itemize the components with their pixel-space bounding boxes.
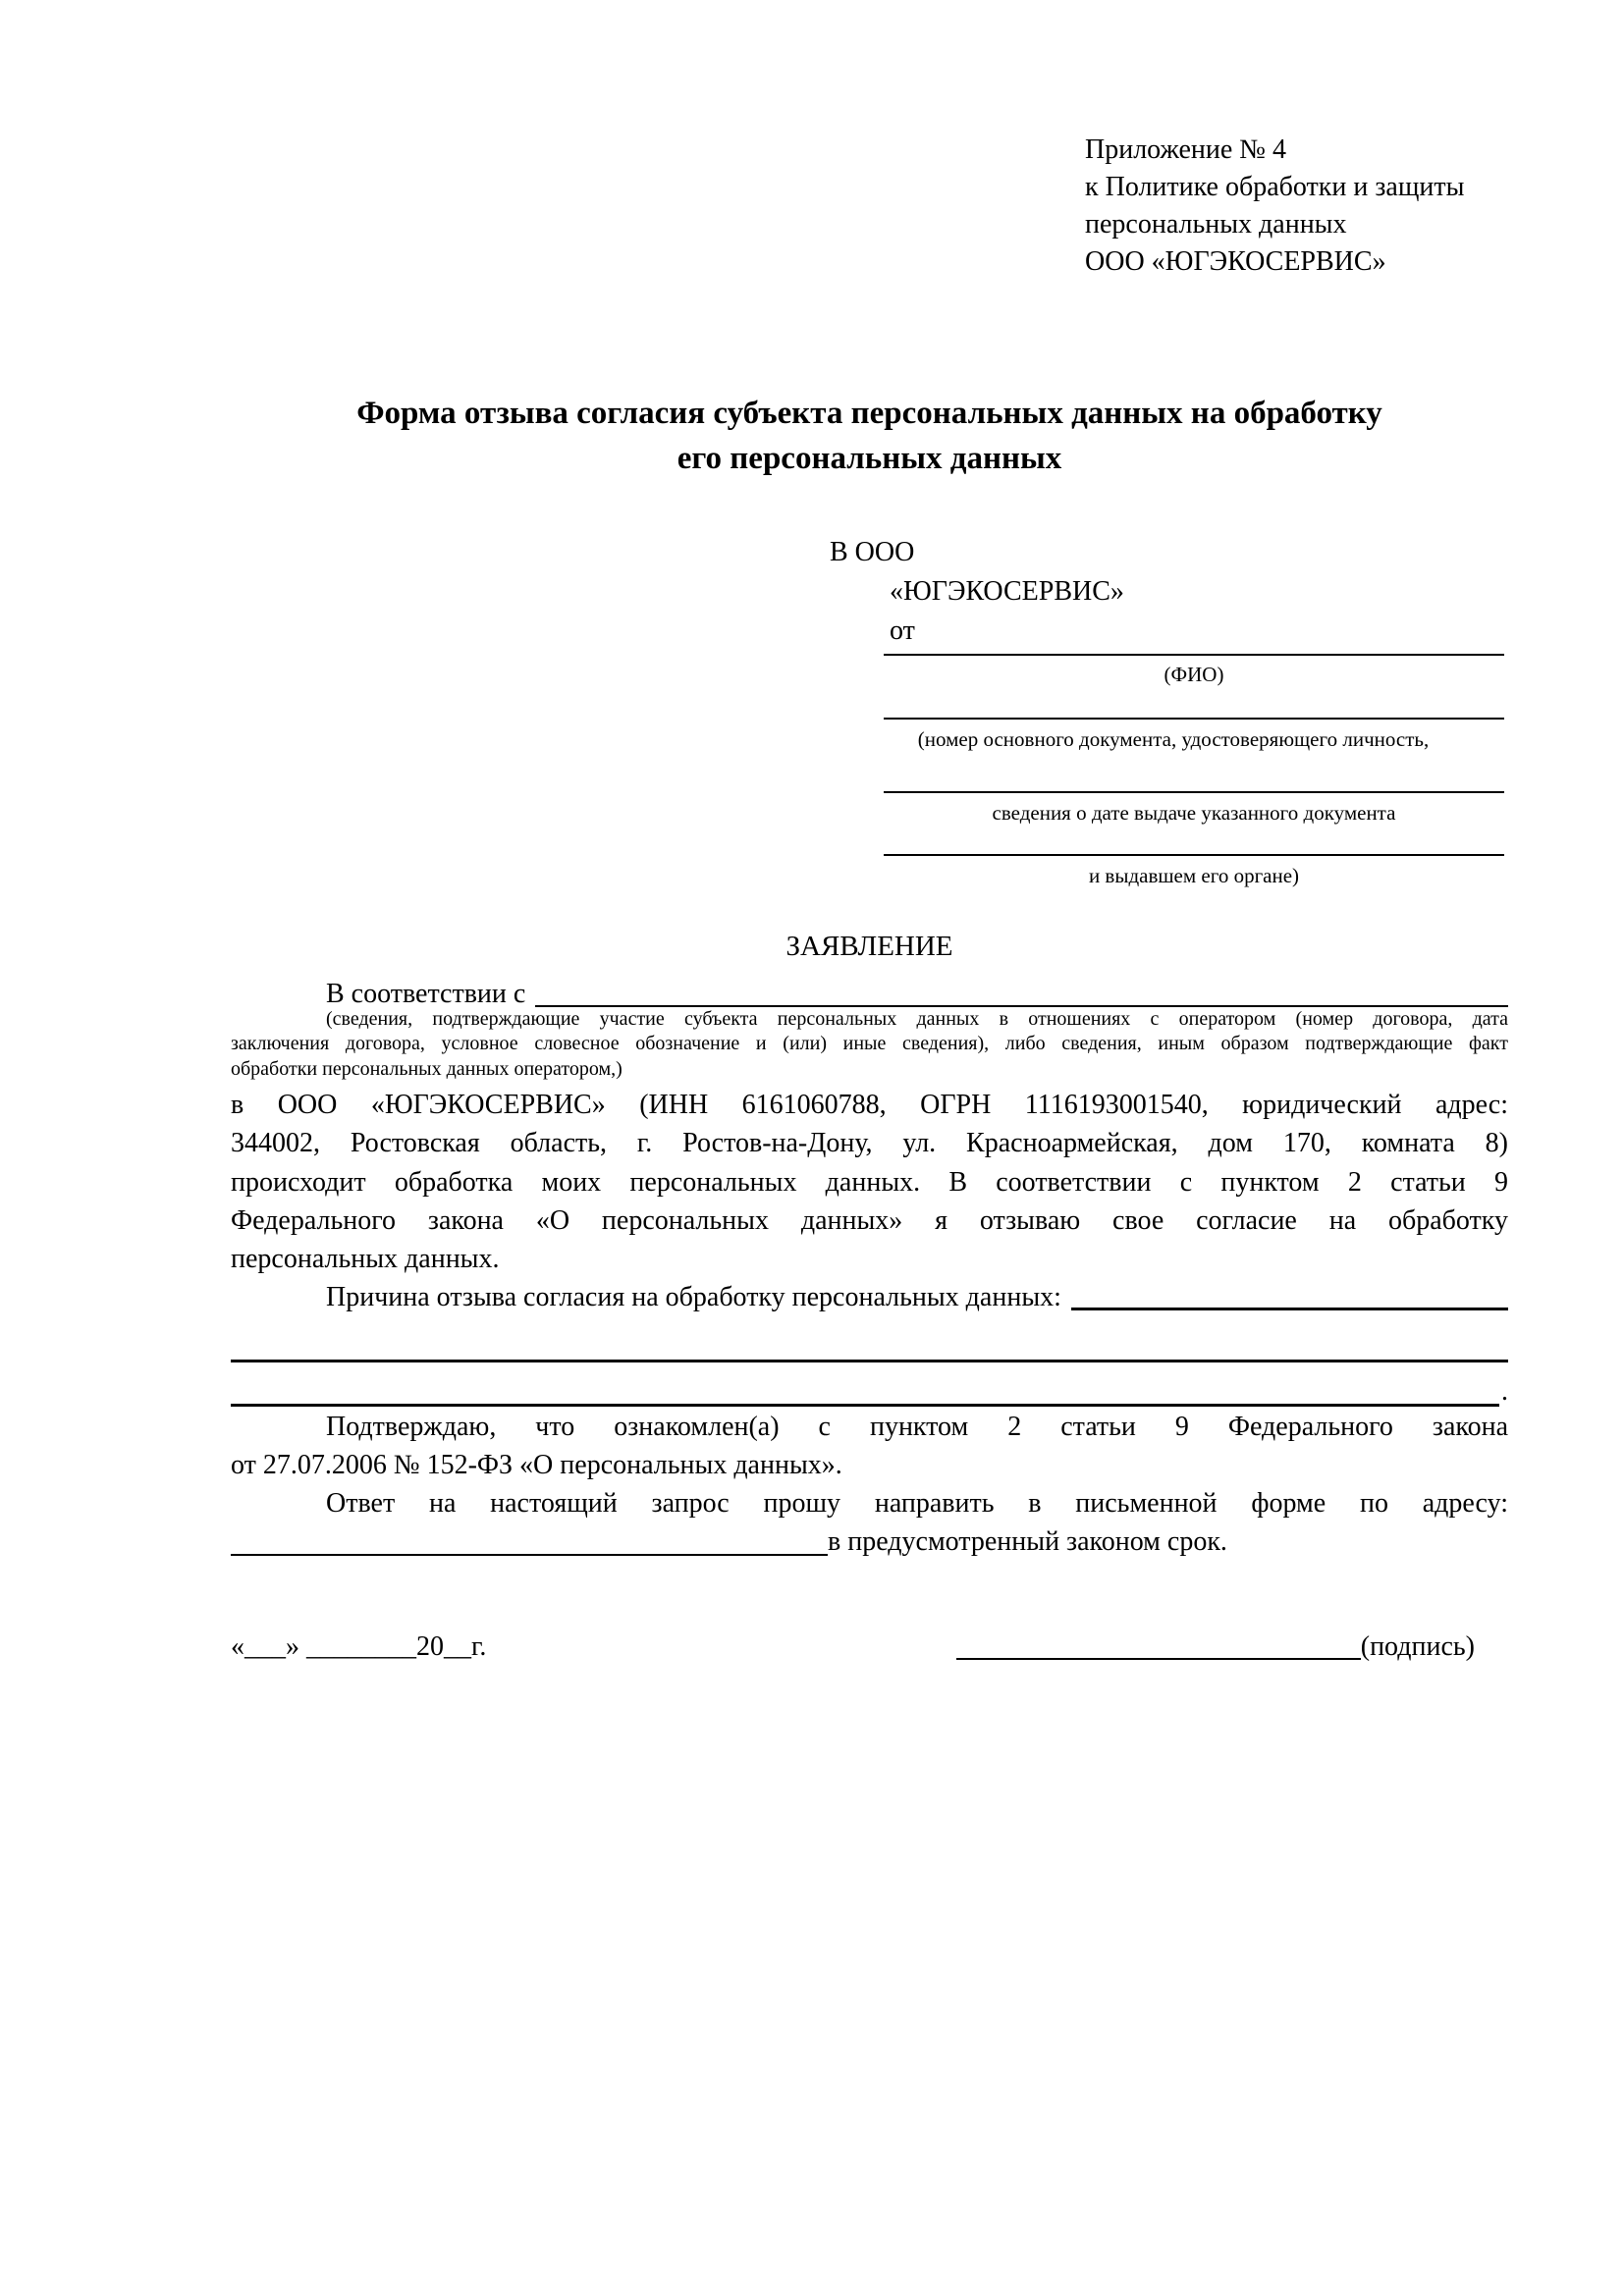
statement-heading: ЗАЯВЛЕНИЕ bbox=[785, 931, 953, 962]
signature-field-line[interactable] bbox=[956, 1658, 1361, 1660]
statement-body-line: 344002, Ростовская область, г. Ростов-на-Дону, ул. Красноармейская, дом 170, комната 8) bbox=[231, 1128, 1508, 1159]
reason-field-row-3 bbox=[231, 1372, 1508, 1411]
appendix-header-line: персональных данных bbox=[1085, 209, 1347, 240]
footnote-line: обработки персональных данных оператором,) bbox=[231, 1057, 623, 1080]
statement-body-line: персональных данных. bbox=[231, 1244, 500, 1275]
intro-prefix: В соответствии с bbox=[326, 979, 526, 1009]
issue-date-caption: сведения о дате выдаче указанного документа bbox=[992, 801, 1396, 825]
confirmation-paragraph bbox=[231, 1408, 1508, 1485]
confirmation-line: от 27.07.2006 № 152-ФЗ «О персональных данных». bbox=[231, 1450, 842, 1481]
appendix-header bbox=[1085, 132, 1546, 281]
footnote-line: заключения договора, условное словесное обозначение и (или) иные сведения), либо сведения, иным образом подтверждающие факт bbox=[231, 1033, 1508, 1055]
appendix-header-line: ООО «ЮГЭКОСЕРВИС» bbox=[1085, 246, 1386, 277]
statement-body bbox=[231, 1086, 1508, 1278]
signature-group bbox=[956, 1628, 1475, 1666]
document-title-line: его персональных данных bbox=[677, 441, 1062, 476]
reply-address-row bbox=[231, 1522, 1508, 1561]
footnote-line: (сведения, подтверждающие участие субъекта персональных данных в отношениях с оператором (номер договора, дата bbox=[326, 1008, 1508, 1030]
document-title-line: Форма отзыва согласия субъекта персональных данных на обработку bbox=[356, 396, 1382, 431]
addressee-from-label: от bbox=[890, 615, 915, 646]
addressee-to: В ООО bbox=[830, 537, 915, 567]
document-title bbox=[231, 391, 1508, 481]
fio-field-line[interactable] bbox=[884, 654, 1504, 656]
statement-body-line: Федерального закона «О персональных данных» я отзываю свое согласие на обработку bbox=[231, 1204, 1508, 1236]
reply-address-field-line[interactable] bbox=[231, 1554, 828, 1556]
appendix-header-line: к Политике обработки и защиты bbox=[1085, 172, 1465, 202]
date-blank[interactable]: «___» ________20__г. bbox=[231, 1631, 487, 1662]
fio-caption: (ФИО) bbox=[1164, 663, 1224, 686]
reply-suffix: в предусмотренный законом срок. bbox=[828, 1526, 1227, 1557]
footnote bbox=[231, 1007, 1508, 1082]
addressee-org: «ЮГЭКОСЕРВИС» bbox=[890, 576, 1124, 607]
confirmation-line: Подтверждаю, что ознакомлен(а) с пунктом 2 статьи 9 Федерального закона bbox=[326, 1412, 1508, 1442]
issue-date-field-line[interactable] bbox=[884, 791, 1504, 793]
statement-body-line: происходит обработка моих персональных данных. В соответствии с пунктом 2 статьи 9 bbox=[231, 1166, 1508, 1198]
blank-line-terminator: . bbox=[1501, 1376, 1508, 1407]
reason-prefix: Причина отзыва согласия на обработку персональных данных: bbox=[326, 1282, 1061, 1312]
reply-request-line: Ответ на настоящий запрос прошу направить в письменной форме по адресу: bbox=[326, 1488, 1508, 1519]
signature-caption: (подпись) bbox=[1360, 1631, 1475, 1662]
footer-row bbox=[231, 1628, 1475, 1666]
reason-field-line[interactable] bbox=[1071, 1308, 1508, 1310]
reason-field-line-2[interactable] bbox=[231, 1360, 1508, 1362]
reason-field-line-3[interactable] bbox=[231, 1404, 1499, 1407]
statement-body-line: в ООО «ЮГЭКОСЕРВИС» (ИНН 6161060788, ОГРН 1116193001540, юридический адрес: bbox=[231, 1090, 1508, 1120]
issuing-authority-caption: и выдавшем его органе) bbox=[1088, 864, 1300, 887]
reason-row bbox=[231, 1278, 1508, 1316]
appendix-header-line: Приложение № 4 bbox=[1085, 134, 1286, 165]
document-number-caption: (номер основного документа, удостоверяющего личность, bbox=[917, 727, 1430, 751]
document-number-field-line[interactable] bbox=[884, 718, 1504, 720]
issuing-authority-field-line[interactable] bbox=[884, 854, 1504, 856]
